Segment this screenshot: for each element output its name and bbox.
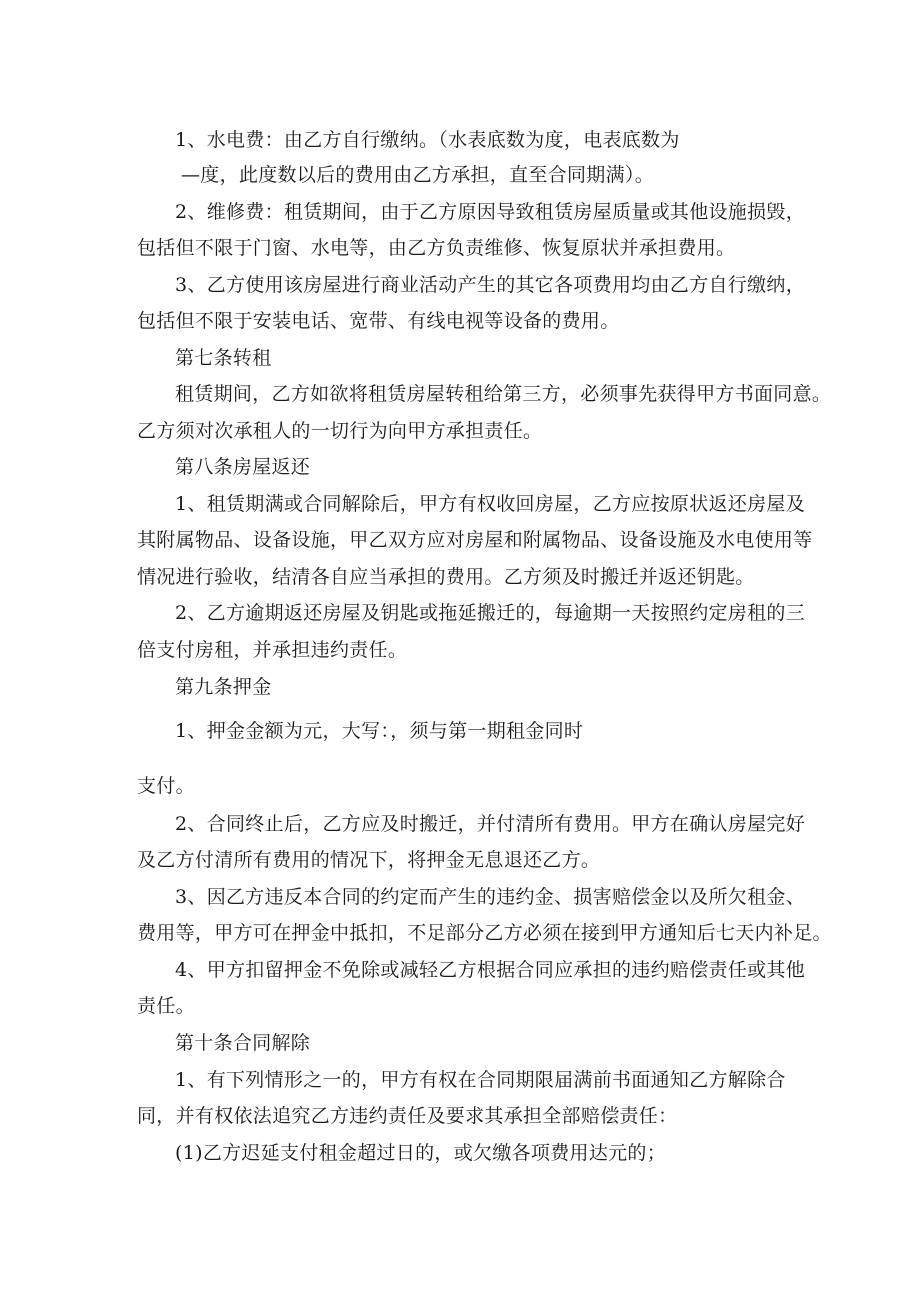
text-line: 倍支付房租，并承担违约责任。 [137, 639, 408, 661]
section-heading: 第八条房屋返还 [175, 456, 311, 478]
text-line: 2、维修费：租赁期间，由于乙方原因导致租赁房屋质量或其他设施损毁， [175, 201, 805, 223]
text-line: 费用等，甲方可在押金中抵扣，不足部分乙方必须在接到甲方通知后七天内补足。 [137, 922, 832, 944]
text-line: 2、乙方逾期返还房屋及钥匙或拖延搬迁的，每逾期一天按照约定房租的三 [175, 602, 805, 624]
text-line: 同，并有权依法追究乙方违约责任及要求其承担全部赔偿责任： [137, 1105, 678, 1127]
text-line: 包括但不限于门窗、水电等，由乙方负责维修、恢复原状并承担费用。 [137, 237, 736, 259]
section-heading: 第十条合同解除 [175, 1032, 311, 1054]
text-line: 其附属物品、设备设施，甲乙双方应对房屋和附属物品、设备设施及水电使用等 [137, 529, 813, 551]
section-heading: 第九条押金 [175, 676, 272, 698]
text-line: 3、乙方使用该房屋进行商业活动产生的其它各项费用均由乙方自行缴纳， [175, 274, 805, 296]
text-line: 1、押金金额为元，大写：，须与第一期租金同时 [175, 720, 584, 742]
text-line: 1、水电费：由乙方自行缴纳。（水表底数为度，电表底数为 [175, 129, 680, 151]
text-line: 乙方须对次承租人的一切行为向甲方承担责任。 [137, 420, 543, 442]
text-line: 支付。 [137, 775, 195, 797]
text-line: 责任。 [137, 995, 195, 1017]
text-line: 包括但不限于安装电话、宽带、有线电视等设备的费用。 [137, 310, 620, 332]
section-heading: 第七条转租 [175, 347, 272, 369]
text-line: 3、因乙方违反本合同的约定而产生的违约金、损害赔偿金以及所欠租金、 [175, 886, 805, 908]
text-line: 2、合同终止后，乙方应及时搬迁，并付清所有费用。甲方在确认房屋完好 [175, 813, 805, 835]
text-line: 1、有下列情形之一的，甲方有权在合同期限届满前书面通知乙方解除合 [175, 1069, 786, 1091]
text-line: —度，此度数以后的费用由乙方承担，直至合同期满）。 [181, 164, 655, 186]
text-line: 4、甲方扣留押金不免除或减轻乙方根据合同应承担的违约赔偿责任或其他 [175, 959, 805, 981]
text-line: (1)乙方迟延支付租金超过日的，或欠缴各项费用达元的； [175, 1142, 667, 1164]
text-line: 租赁期间，乙方如欲将租赁房屋转租给第三方，必须事先获得甲方书面同意。 [175, 383, 832, 405]
text-line: 情况进行验收，结清各自应当承担的费用。乙方须及时搬迁并返还钥匙。 [137, 566, 755, 588]
text-line: 1、租赁期满或合同解除后，甲方有权收回房屋，乙方应按原状返还房屋及 [175, 493, 805, 515]
text-line: 及乙方付清所有费用的情况下，将押金无息退还乙方。 [137, 849, 601, 871]
